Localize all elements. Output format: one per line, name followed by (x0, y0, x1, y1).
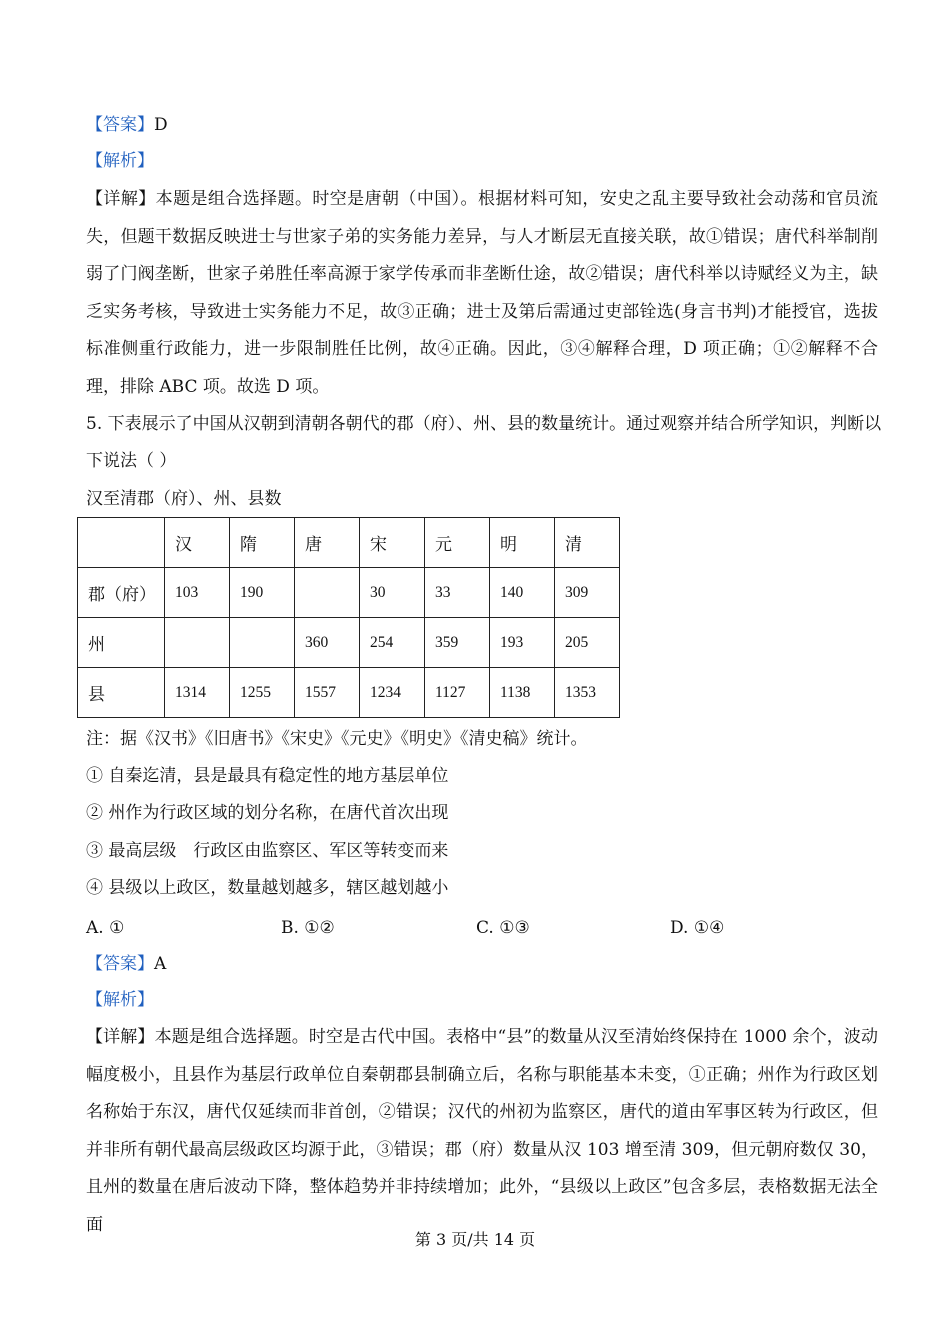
table-cell: 309 (555, 568, 620, 618)
table-cell: 254 (360, 618, 425, 668)
q4-detail-text: 本题是组合选择题。时空是唐朝（中国）。根据材料可知，安史之乱主要导致社会动荡和官员流失，但题干数据反映进士与世家子弟的实务能力差异，与人才断层无直接关联，故①错误；唐代科举制削弱了门阀垄断，世家子弟胜任率高源于家学传承而非垄断仕途，故②错误；唐代科举以诗赋经义为主，缺乏实务考核，导致进士实务能力不足，故③正确；进士及第后需通过吏部铨选(身言书判)才能授官，选拔标准侧重行政能力，进一步限制胜任比例，故④正确。因此，③④解释合理，D 项正确；①②解释不合理，排除 ABC 项。故选 D 项。 (86, 189, 879, 397)
q5-table-note: 注：据《汉书》《旧唐书》《宋史》《元史》《明史》《清史稿》统计。 (86, 729, 588, 749)
table-row-label: 郡（府） (78, 568, 165, 618)
page-footer: 第 3 页/共 14 页 (414, 1230, 536, 1249)
table-cell: 1353 (555, 668, 620, 718)
table-header-cell: 元 (425, 518, 490, 568)
dynasty-count-table (77, 517, 620, 718)
q5-statement: ① 自秦迄清，县是最具有稳定性的地方基层单位 (86, 766, 449, 786)
q4-answer-value: D (154, 115, 168, 135)
table-cell: 1255 (230, 668, 295, 718)
table-cell: 140 (490, 568, 555, 618)
table-header-cell: 隋 (230, 518, 295, 568)
table-cell: 1234 (360, 668, 425, 718)
q4-detail-tag: 【详解】 (86, 189, 156, 209)
q4-analysis-tag: 【解析】 (86, 151, 154, 171)
option-a: A. ① (86, 918, 125, 938)
table-header-cell: 清 (555, 518, 620, 568)
table-cell: 103 (165, 568, 230, 618)
table-cell: 30 (360, 568, 425, 618)
option-d: D. ①④ (670, 918, 725, 938)
table-cell (230, 618, 295, 668)
q5-detail-tag: 【详解】 (86, 1027, 155, 1047)
table-header-cell: 汉 (165, 518, 230, 568)
table-cell: 33 (425, 568, 490, 618)
table-row-label: 州 (78, 618, 165, 668)
table-cell (295, 568, 360, 618)
q5-stem-line1: 5. 下表展示了中国从汉朝到清朝各朝代的郡（府）、州、县的数量统计。通过观察并结合所学知识，判断以 (86, 414, 882, 434)
table-cell: 1314 (165, 668, 230, 718)
table-cell: 360 (295, 618, 360, 668)
q5-answer-tag: 【答案】 (86, 954, 154, 974)
q5-detail-text: 本题是组合选择题。时空是古代中国。表格中“县”的数量从汉至清始终保持在 1000 余个，波动幅度极小，且县作为基层行政单位自秦朝郡县制确立后，名称与职能基本未变，①正确；州作为行政区划名称始于东汉，唐代仅延续而非首创，②错误；汉代的州初为监察区，唐代的道由军事区转为行政区，但并非所有朝代最高层级政区均源于此，③错误；郡（府）数量从汉 103 增至清 309，但元朝府数仅 30，且州的数量在唐后波动下降，整体趋势并非持续增加；此外，“县级以上政区”包含多层，表格数据无法全面 (86, 1027, 879, 1235)
q5-statement: ③ 最高层级 行政区由监察区、军区等转变而来 (86, 841, 449, 861)
table-row (78, 618, 620, 668)
q5-stem-line2: 下说法（ ） (86, 451, 177, 471)
q5-table-title: 汉至清郡（府）、州、县数 (86, 489, 282, 509)
q4-answer-tag: 【答案】 (86, 115, 154, 135)
table-cell: 193 (490, 618, 555, 668)
q5-answer-line (86, 951, 166, 977)
table-cell: 205 (555, 618, 620, 668)
q4-answer-line (86, 112, 168, 138)
table-header-cell: 宋 (360, 518, 425, 568)
option-b: B. ①② (281, 918, 335, 938)
option-c: C. ①③ (476, 918, 530, 938)
table-cell: 1138 (490, 668, 555, 718)
table-cell (165, 618, 230, 668)
q5-answer-value: A (154, 954, 167, 974)
table-cell: 1127 (425, 668, 490, 718)
q5-analysis-tag: 【解析】 (86, 990, 154, 1010)
table-header-cell: 唐 (295, 518, 360, 568)
table-row (78, 568, 620, 618)
table-cell: 190 (230, 568, 295, 618)
q5-statement: ④ 县级以上政区，数量越划越多，辖区越划越小 (86, 878, 449, 898)
table-row (78, 668, 620, 718)
table-header-cell: 明 (490, 518, 555, 568)
q5-statement: ② 州作为行政区域的划分名称，在唐代首次出现 (86, 803, 449, 823)
table-row-label: 县 (78, 668, 165, 718)
q5-detail-paragraph (86, 1019, 878, 1244)
table-header-row (78, 518, 620, 568)
table-cell: 359 (425, 618, 490, 668)
q4-detail-paragraph (86, 181, 878, 406)
table-cell: 1557 (295, 668, 360, 718)
table-header-cell (78, 518, 165, 568)
